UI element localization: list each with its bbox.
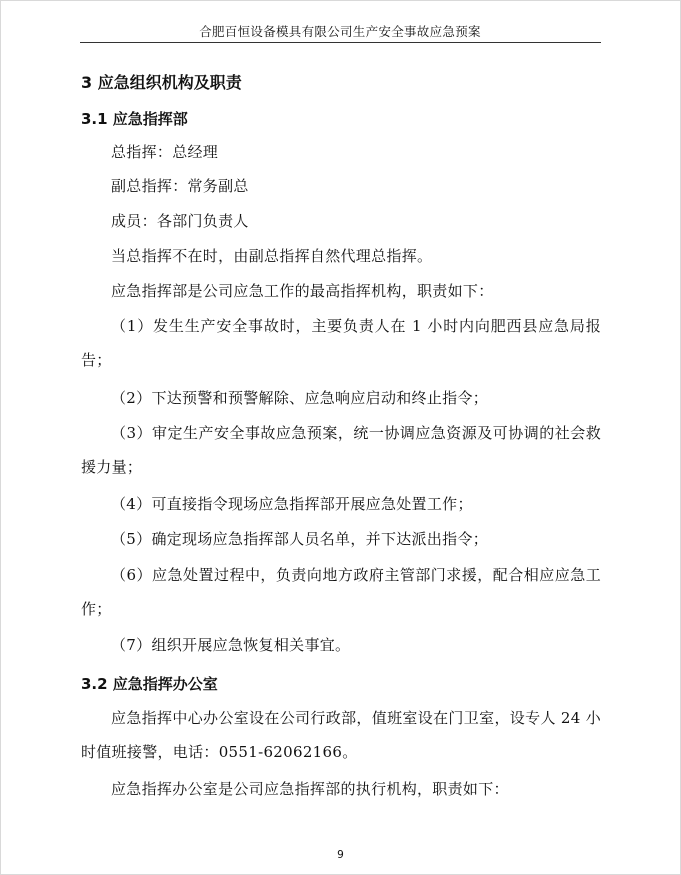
paragraph-office-duties-intro: 应急指挥办公室是公司应急指挥部的执行机构，职责如下： [111,780,509,798]
paragraph-commander: 总指挥：总经理 [111,143,219,161]
paragraph-duty-2: （2）下达预警和预警解除、应急响应启动和终止指令； [111,389,489,407]
paragraph-duty-3: （3）审定生产安全事故应急预案，统一协调应急资源及可协调的社会救援力量； [81,424,601,476]
paragraph-duty-7: （7）组织开展应急恢复相关事宜。 [111,636,351,654]
paragraph-deputy-commander: 副总指挥：常务副总 [111,177,249,195]
section-heading-3: 3 应急组织机构及职责 [81,73,242,92]
paragraph-office-location: 应急指挥中心办公室设在公司行政部，值班室设在门卫室，设专人 24 小时值班接警，电话：0551-62062166。 [81,709,601,761]
paragraph-acting-commander: 当总指挥不在时，由副总指挥自然代理总指挥。 [111,247,433,265]
paragraph-duty-1: （1）发生生产安全事故时，主要负责人在 1 小时内向肥西县应急局报告； [81,317,601,369]
paragraph-members: 成员：各部门负责人 [111,212,249,230]
section-heading-3-2: 3.2 应急指挥办公室 [81,675,218,693]
header-divider [80,42,601,43]
section-heading-3-1: 3.1 应急指挥部 [81,110,188,128]
paragraph-duty-5: （5）确定现场应急指挥部人员名单，并下达派出指令； [111,530,489,548]
paragraph-duties-intro: 应急指挥部是公司应急工作的最高指挥机构，职责如下： [111,282,494,300]
page-header-title: 合肥百恒设备模具有限公司生产安全事故应急预案 [199,24,481,39]
page-number: 9 [337,849,344,861]
paragraph-duty-4: （4）可直接指令现场应急指挥部开展应急处置工作； [111,495,473,513]
paragraph-duty-6: （6）应急处置过程中，负责向地方政府主管部门求援，配合相应应急工作； [81,566,601,618]
